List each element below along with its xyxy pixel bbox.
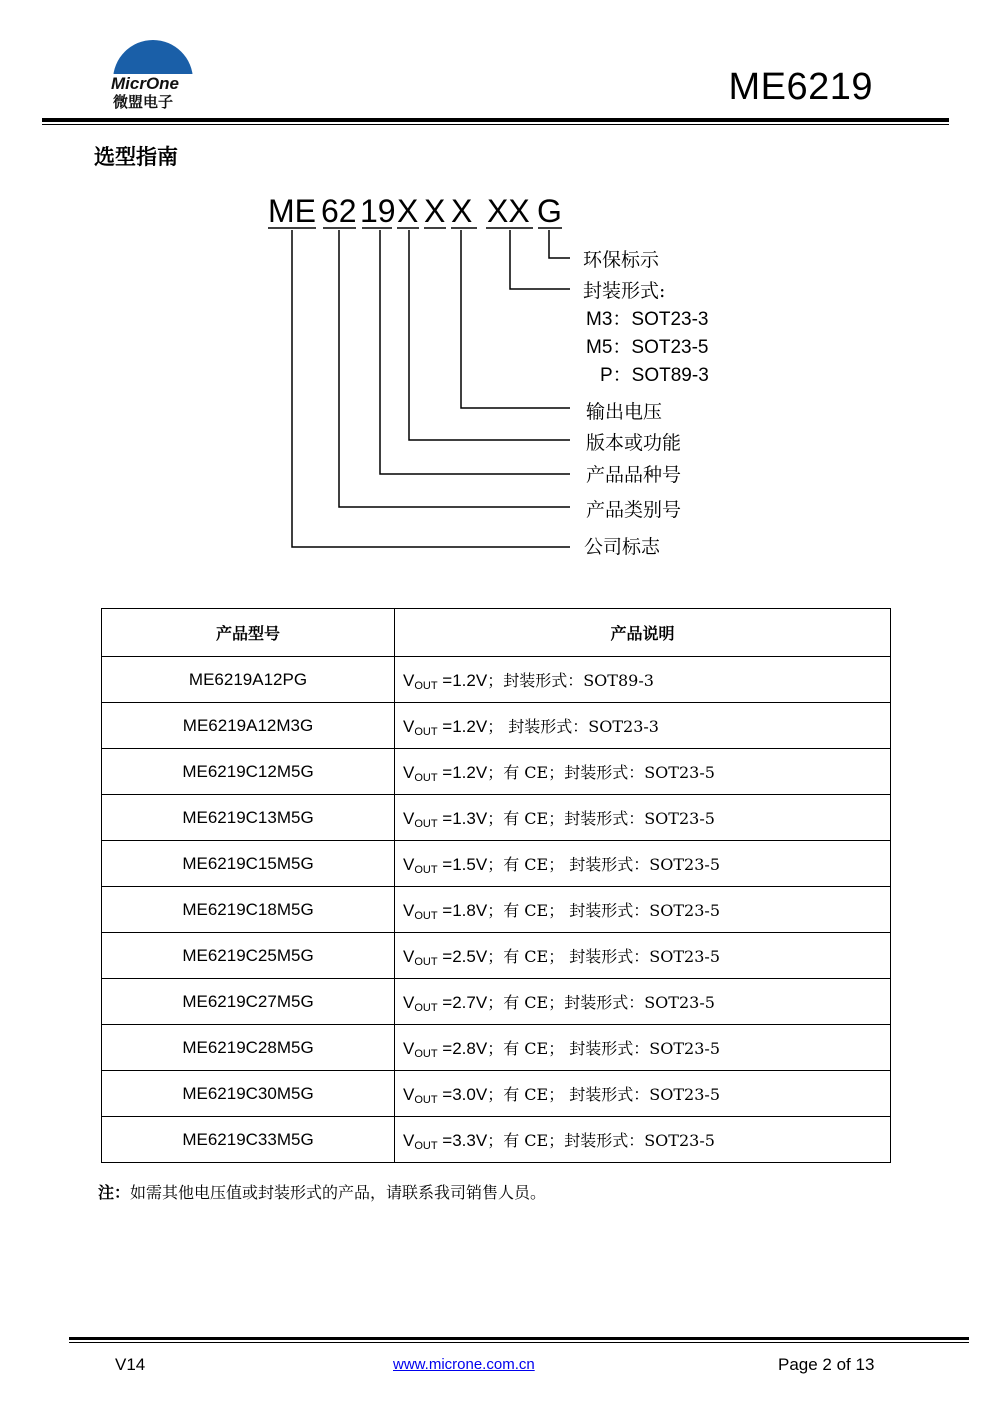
code-segment-x2: X bbox=[424, 193, 446, 229]
description-cell: $V_{OUT} =3.3V$；有 CE；封装形式：SOT23-5 bbox=[395, 1117, 891, 1163]
selection-table bbox=[101, 608, 891, 1163]
code-segment-62: 62 bbox=[321, 193, 357, 229]
description-cell: $V_{OUT} =3.0V$；有 CE； 封装形式：SOT23-5 bbox=[395, 1071, 891, 1117]
table-row bbox=[102, 1025, 891, 1071]
table-row bbox=[102, 979, 891, 1025]
model-cell: ME6219C13M5G bbox=[102, 795, 395, 841]
model-cell: ME6219C33M5G bbox=[102, 1117, 395, 1163]
table-row bbox=[102, 933, 891, 979]
table-note bbox=[98, 1180, 546, 1203]
model-cell: ME6219C18M5G bbox=[102, 887, 395, 933]
label-company: 公司标志 bbox=[584, 536, 661, 558]
code-segment-xx: XX bbox=[487, 193, 530, 229]
table-row bbox=[102, 703, 891, 749]
description-cell: $V_{OUT} =1.2V$；封装形式：SOT89-3 bbox=[395, 657, 891, 703]
code-segment-19: 19 bbox=[360, 193, 396, 229]
part-number-title: ME6219 bbox=[728, 66, 873, 108]
table-row bbox=[102, 887, 891, 933]
header-model: 产品型号 bbox=[102, 609, 395, 657]
table-row bbox=[102, 657, 891, 703]
section-title: 选型指南 bbox=[94, 145, 178, 169]
website-link[interactable]: www.microne.com.cn bbox=[393, 1356, 535, 1373]
label-eco-mark: 环保标示 bbox=[583, 249, 660, 271]
model-cell: ME6219A12PG bbox=[102, 657, 395, 703]
model-cell: ME6219C27M5G bbox=[102, 979, 395, 1025]
model-cell: ME6219C15M5G bbox=[102, 841, 395, 887]
table-header-row bbox=[102, 609, 891, 657]
header-description: 产品说明 bbox=[395, 609, 891, 657]
description-cell: $V_{OUT} =1.5V$；有 CE； 封装形式：SOT23-5 bbox=[395, 841, 891, 887]
page-number: Page 2 of 13 bbox=[778, 1355, 875, 1374]
model-cell: ME6219C28M5G bbox=[102, 1025, 395, 1071]
logo-wordmark: MicrOne bbox=[111, 74, 180, 93]
description-cell: $V_{OUT} =1.2V$；有 CE；封装形式：SOT23-5 bbox=[395, 749, 891, 795]
label-package-m3: M3：SOT23-3 bbox=[586, 309, 709, 330]
description-cell: $V_{OUT} =1.3V$；有 CE；封装形式：SOT23-5 bbox=[395, 795, 891, 841]
label-product-variety: 产品品种号 bbox=[586, 464, 682, 486]
table-row bbox=[102, 749, 891, 795]
description-cell: $V_{OUT} =2.5V$；有 CE； 封装形式：SOT23-5 bbox=[395, 933, 891, 979]
table-row bbox=[102, 1117, 891, 1163]
description-cell: $V_{OUT} =1.8V$；有 CE； 封装形式：SOT23-5 bbox=[395, 887, 891, 933]
table-row bbox=[102, 1071, 891, 1117]
code-segment-g: G bbox=[537, 193, 562, 229]
label-product-category: 产品类别号 bbox=[586, 499, 682, 521]
table-row bbox=[102, 795, 891, 841]
label-package-p: P：SOT89-3 bbox=[600, 365, 709, 386]
label-package-m5: M5：SOT23-5 bbox=[586, 337, 709, 358]
label-version: 版本或功能 bbox=[586, 432, 682, 454]
version-label: V14 bbox=[115, 1355, 146, 1374]
model-cell: ME6219C12M5G bbox=[102, 749, 395, 795]
part-number-diagram bbox=[0, 0, 991, 600]
description-cell: $V_{OUT} =2.7V$；有 CE；封装形式：SOT23-5 bbox=[395, 979, 891, 1025]
model-cell: ME6219C30M5G bbox=[102, 1071, 395, 1117]
code-segment-me: ME bbox=[268, 193, 316, 229]
model-cell: ME6219C25M5G bbox=[102, 933, 395, 979]
table-row bbox=[102, 841, 891, 887]
code-segment-x3: X bbox=[451, 193, 473, 229]
label-package: 封装形式: bbox=[583, 280, 666, 302]
code-segment-x1: X bbox=[397, 193, 419, 229]
description-cell: $V_{OUT} =1.2V$； 封装形式：SOT23-3 bbox=[395, 703, 891, 749]
note-label: 注： bbox=[98, 1183, 131, 1202]
description-cell: $V_{OUT} =2.8V$；有 CE； 封装形式：SOT23-5 bbox=[395, 1025, 891, 1071]
note-text: 如需其他电压值或封装形式的产品，请联系我司销售人员。 bbox=[130, 1183, 547, 1202]
logo-subtext: 微盟电子 bbox=[113, 93, 174, 111]
footer-rule-thin bbox=[69, 1342, 969, 1343]
leader-lines bbox=[292, 230, 570, 547]
label-output-voltage: 输出电压 bbox=[586, 401, 663, 423]
footer-rule bbox=[69, 1337, 969, 1340]
model-cell: ME6219A12M3G bbox=[102, 703, 395, 749]
